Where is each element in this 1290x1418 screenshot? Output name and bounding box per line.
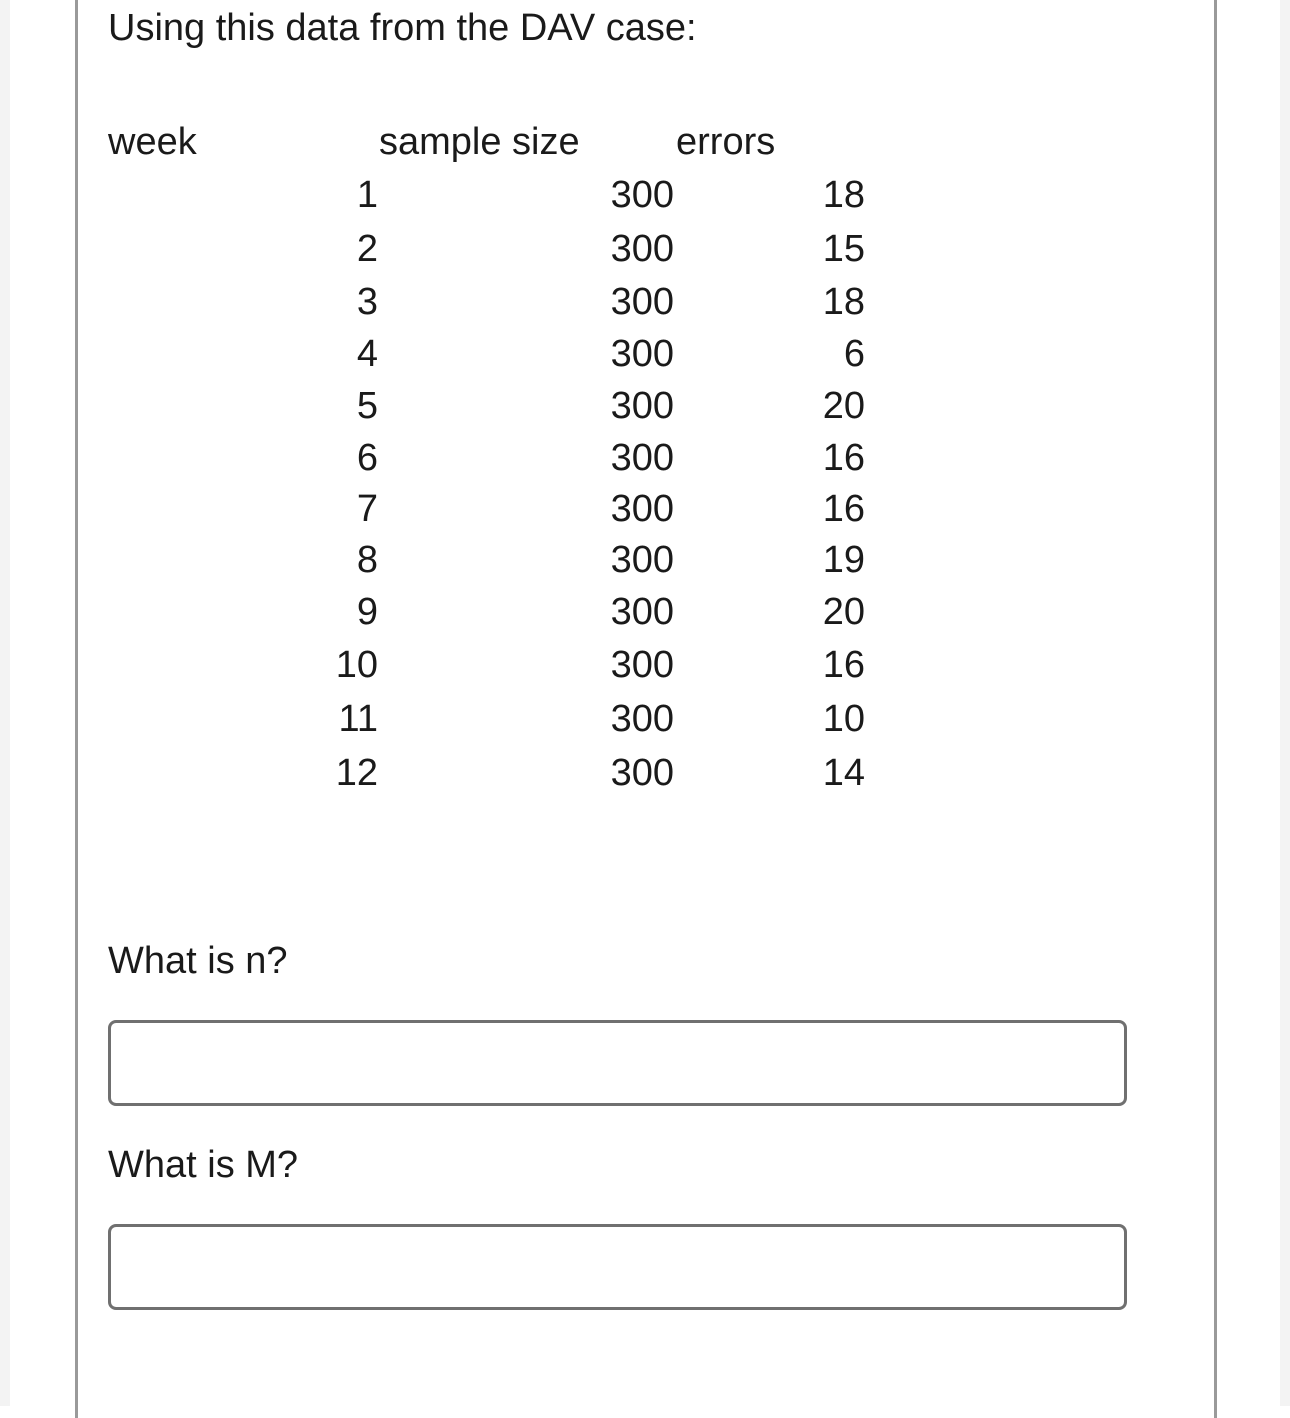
page-margin-right (1280, 0, 1290, 1406)
question-m-label: What is M? (108, 1144, 299, 1186)
cell-errors: 16 (822, 488, 865, 530)
cell-sample-size: 300 (610, 752, 674, 794)
cell-sample-size: 300 (610, 488, 674, 530)
table-row (0, 487, 900, 531)
cell-sample-size: 300 (610, 385, 674, 427)
cell-errors: 14 (822, 752, 865, 794)
question-n-label: What is n? (108, 940, 288, 982)
cell-errors: 20 (822, 591, 865, 633)
cell-week: 3 (356, 281, 378, 323)
cell-errors: 16 (822, 644, 865, 686)
cell-week: 10 (335, 644, 378, 686)
cell-week: 12 (335, 752, 378, 794)
cell-sample-size: 300 (610, 281, 674, 323)
cell-week: 11 (338, 698, 378, 740)
cell-week: 4 (356, 333, 378, 375)
intro-text: Using this data from the DAV case: (108, 7, 697, 49)
table-row (0, 384, 900, 428)
header-week: week (108, 121, 197, 163)
cell-errors: 15 (822, 228, 865, 270)
cell-week: 6 (356, 437, 378, 479)
header-errors: errors (676, 121, 776, 163)
cell-errors: 16 (822, 437, 865, 479)
table-row (0, 538, 900, 582)
cell-week: 2 (356, 228, 378, 270)
table-row (0, 590, 900, 634)
answer-m-input[interactable] (108, 1224, 1127, 1310)
cell-sample-size: 300 (610, 698, 674, 740)
cell-errors: 19 (822, 539, 865, 581)
cell-week: 7 (356, 488, 378, 530)
cell-errors: 18 (822, 281, 865, 323)
cell-sample-size: 300 (610, 333, 674, 375)
table-row (0, 280, 900, 324)
answer-n-input[interactable] (108, 1020, 1127, 1106)
table-row (0, 436, 900, 480)
cell-week: 1 (356, 174, 378, 216)
cell-sample-size: 300 (610, 539, 674, 581)
cell-week: 5 (356, 385, 378, 427)
cell-sample-size: 300 (610, 174, 674, 216)
cell-errors: 18 (822, 174, 865, 216)
header-sample-size: sample size (379, 121, 580, 163)
cell-errors: 6 (843, 333, 865, 375)
cell-sample-size: 300 (610, 437, 674, 479)
table-row (0, 227, 900, 271)
table-row (0, 751, 900, 795)
table-row (0, 697, 900, 741)
cell-errors: 20 (822, 385, 865, 427)
table-row (0, 332, 900, 376)
cell-sample-size: 300 (610, 591, 674, 633)
table-row (0, 173, 900, 217)
table-row (0, 643, 900, 687)
cell-errors: 10 (822, 698, 865, 740)
cell-week: 9 (356, 591, 378, 633)
cell-week: 8 (356, 539, 378, 581)
cell-sample-size: 300 (610, 228, 674, 270)
cell-sample-size: 300 (610, 644, 674, 686)
